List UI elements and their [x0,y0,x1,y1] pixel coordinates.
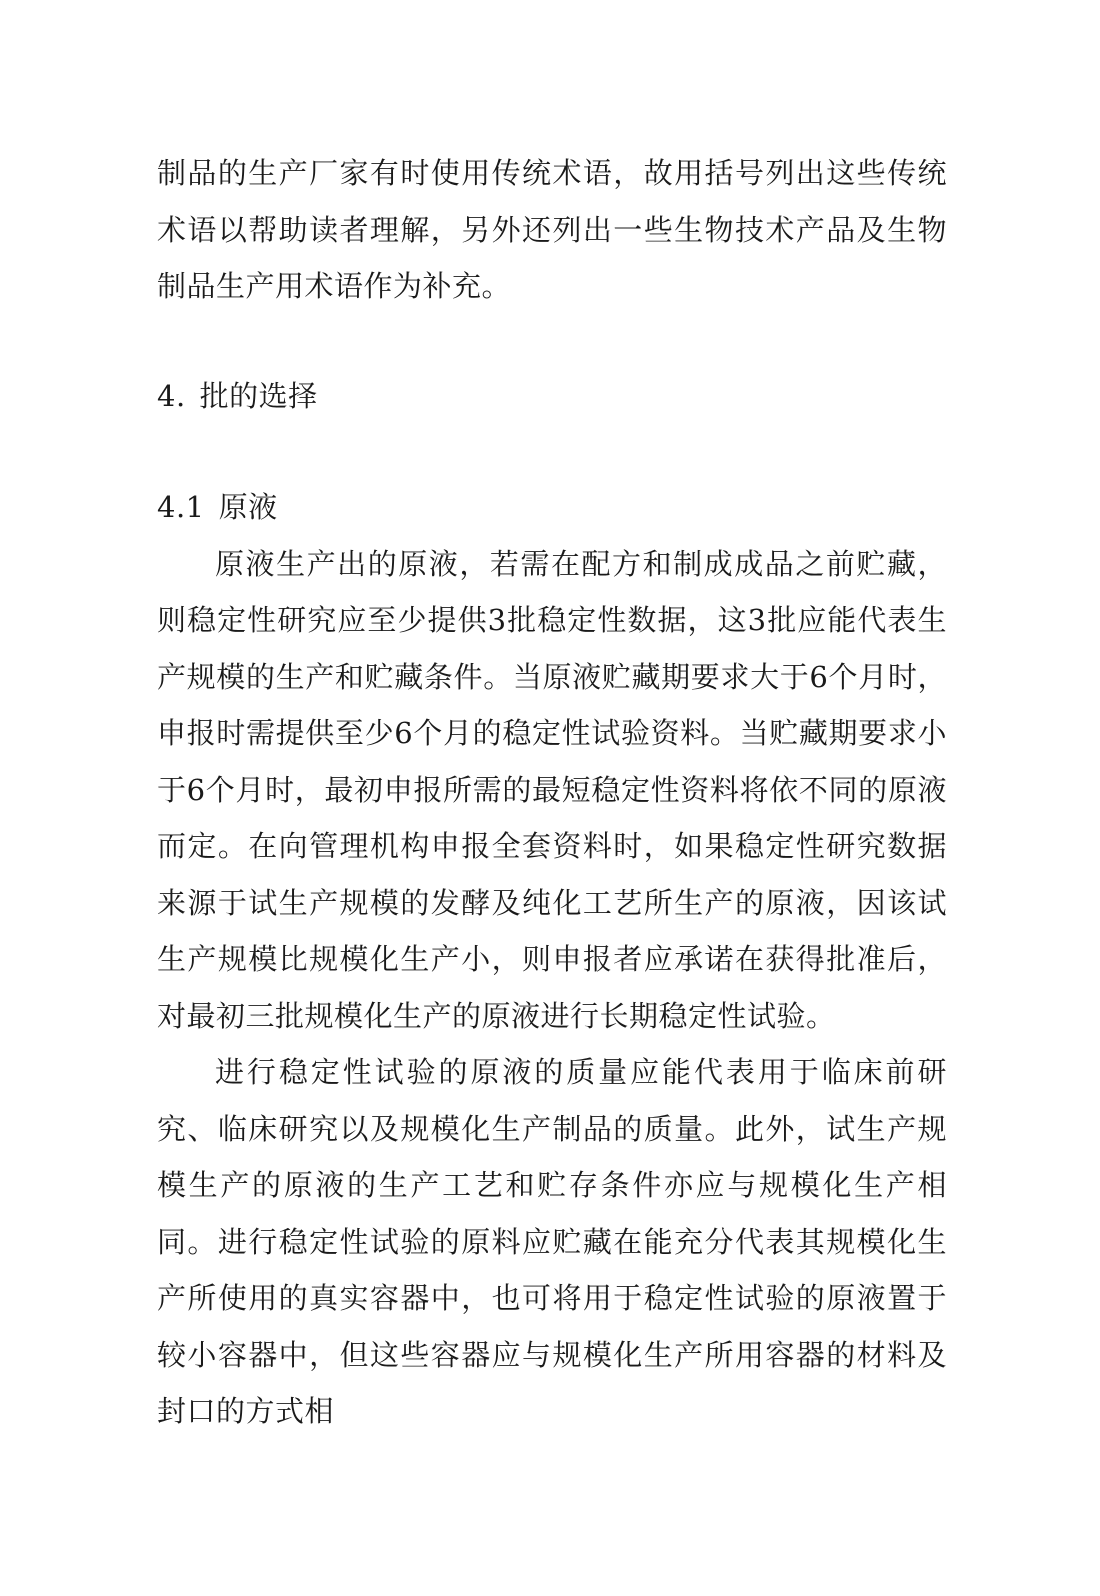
section-heading-4 [157,368,947,425]
paragraph-intro-continued: 制品的生产厂家有时使用传统术语，故用括号列出这些传统术语以帮助读者理解，另外还列出一些生物技术产品及生物制品生产用术语作为补充。 [157,156,947,303]
page-content [157,145,947,1440]
paragraph-bulk-storage: 原液生产出的原液，若需在配方和制成成品之前贮藏，则稳定性研究应至少提供3批稳定性数据，这3批应能代表生产规模的生产和贮藏条件。当原液贮藏期要求大于6个月时，申报时需提供至少6个月的稳定性试验资料。当贮藏期要求小于6个月时，最初申报所需的最短稳定性资料将依不同的原液而定。在向管理机构申报全套资料时，如果稳定性研究数据来源于试生产规模的发酵及纯化工艺所生产的原液，因该试生产规模比规模化生产小，则申报者应承诺在获得批准后，对最初三批规模化生产的原液进行长期稳定性试验。 [157,546,947,1033]
paragraph-bulk-quality: 进行稳定性试验的原液的质量应能代表用于临床前研究、临床研究以及规模化生产制品的质量。此外，试生产规模生产的原液的生产工艺和贮存条件亦应与规模化生产相同。进行稳定性试验的原料应贮藏在能充分代表其规模化生产所使用的真实容器中，也可将用于稳定性试验的原液置于较小容器中，但这些容器应与规模化生产所用容器的材料及封口的方式相 [157,1055,947,1428]
section-number: 4. [157,378,186,413]
subsection-number: 4.1 [157,490,205,524]
subsection-heading-4-1 [157,479,947,536]
section-title: 批的选择 [199,378,318,413]
subsection-title: 原液 [218,490,278,524]
